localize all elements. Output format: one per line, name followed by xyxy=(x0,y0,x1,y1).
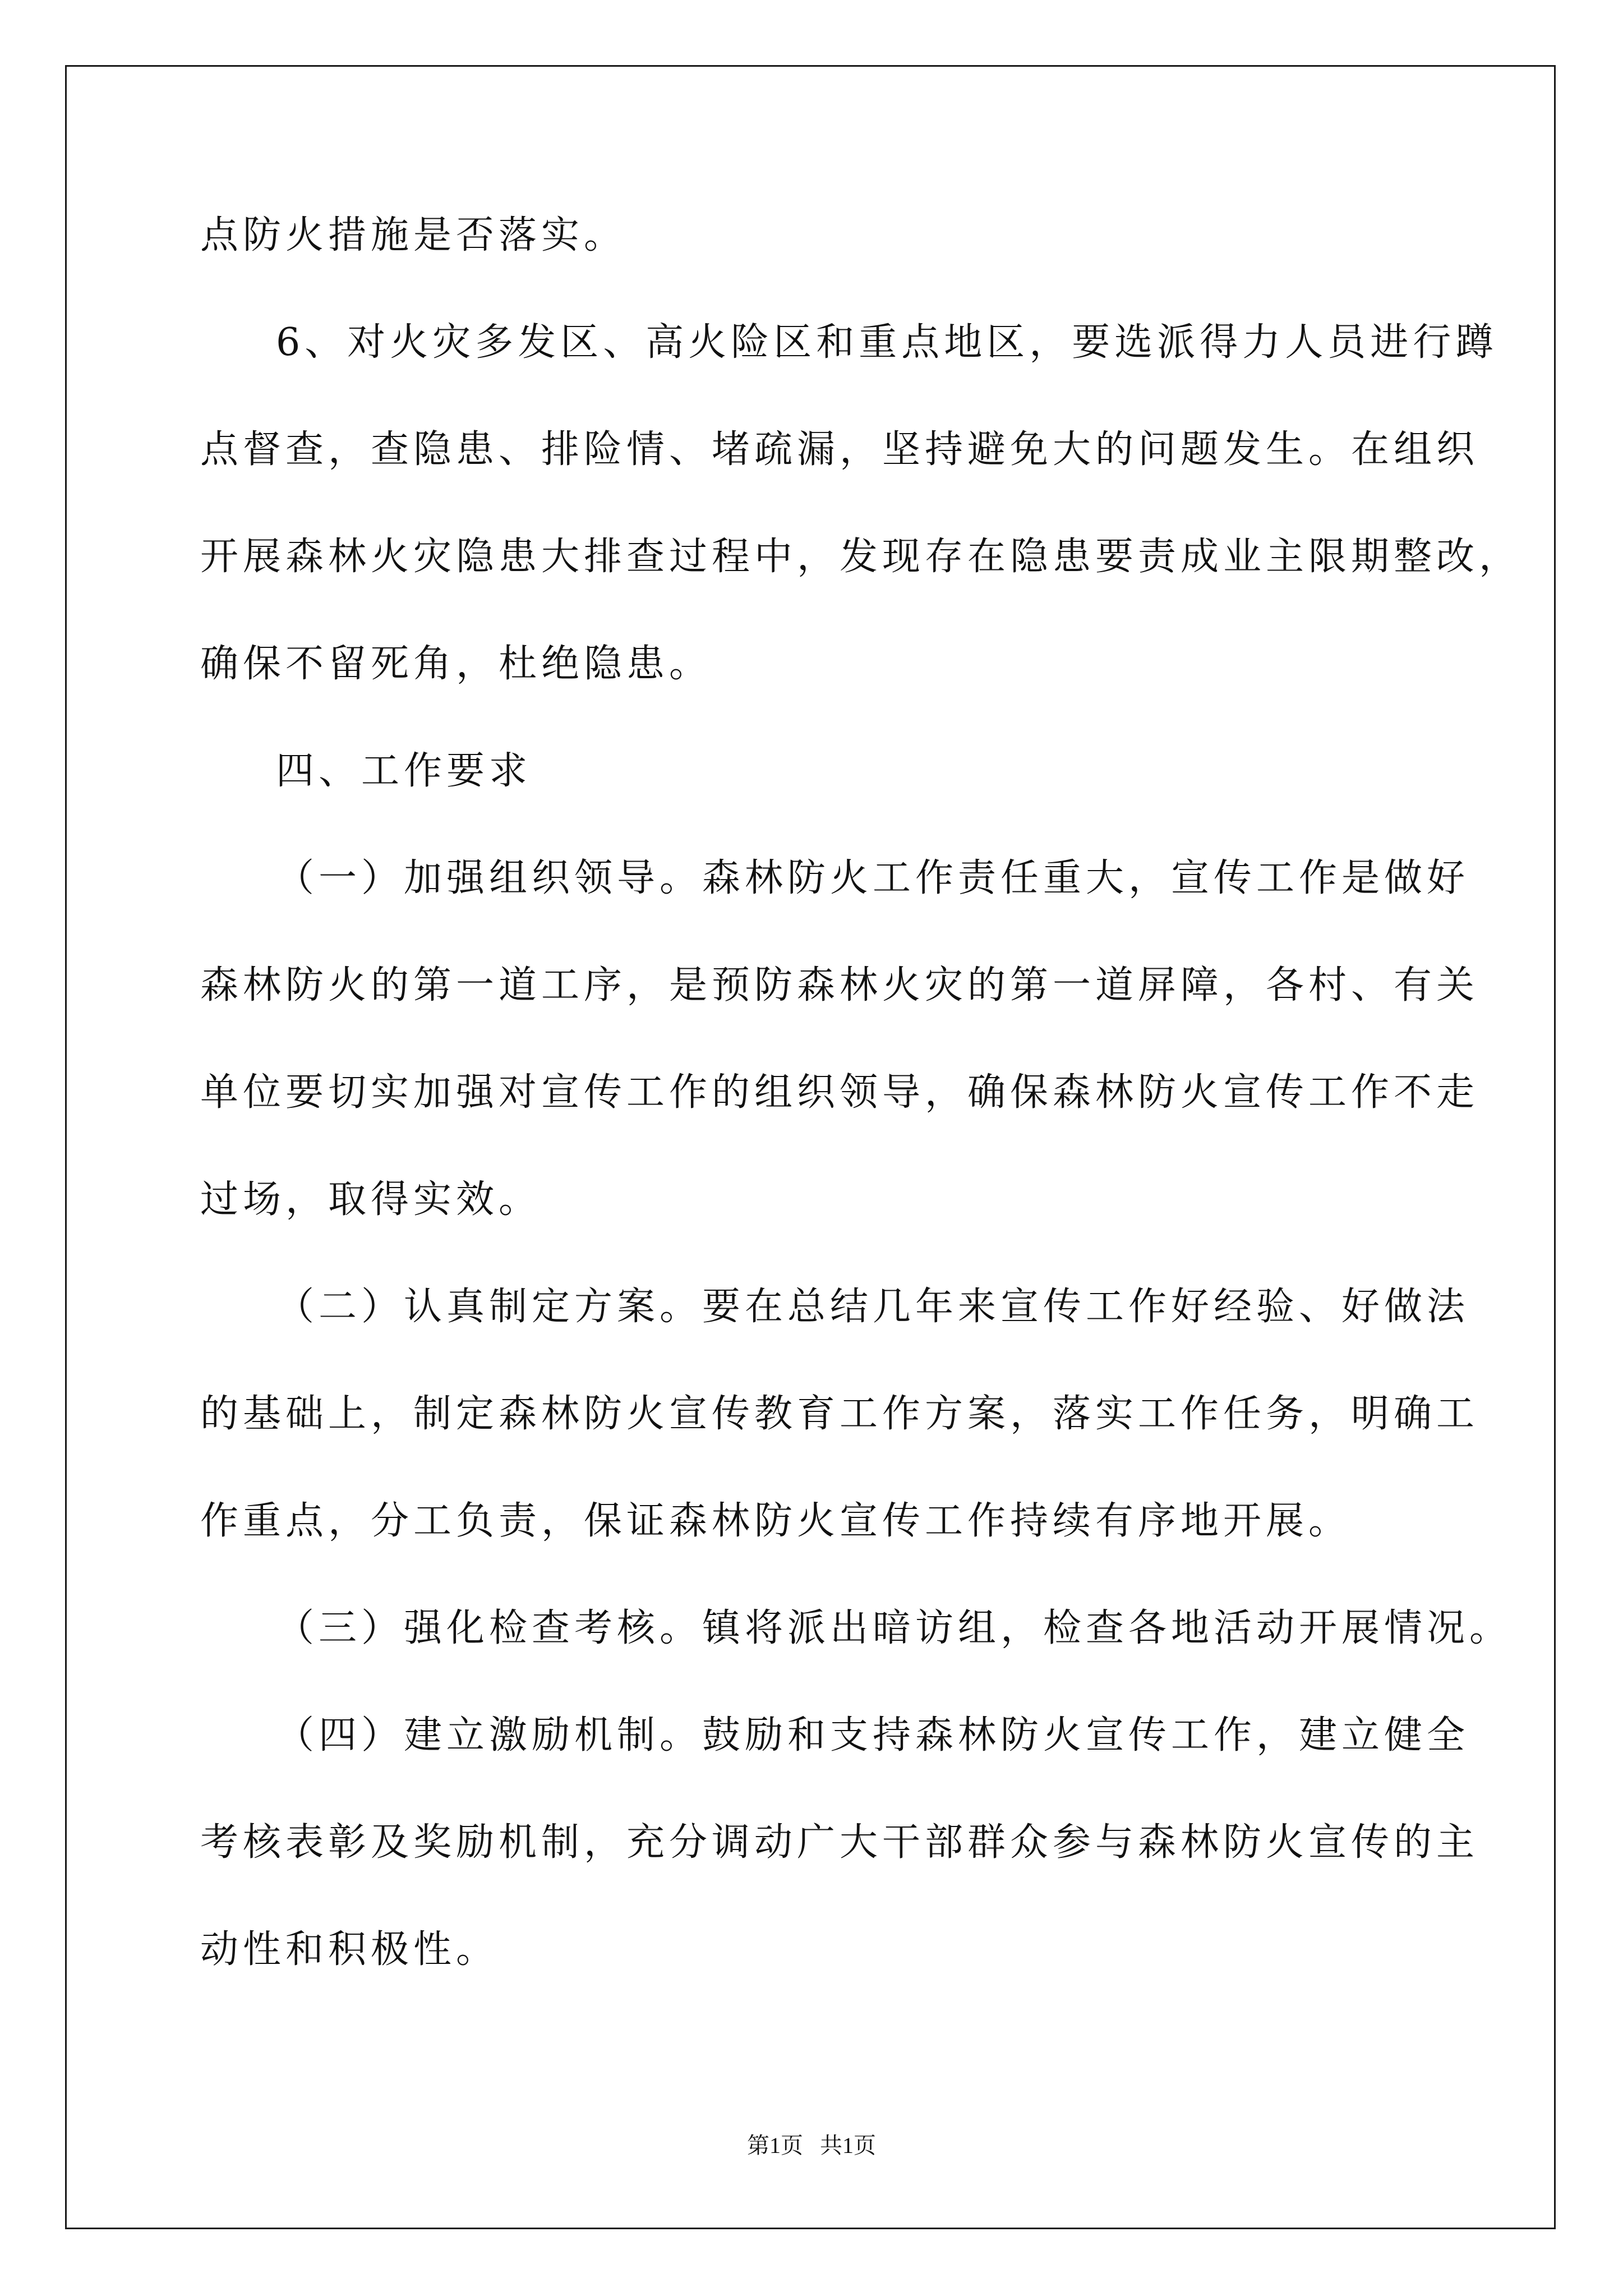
body-line: 点防火措施是否落实。 xyxy=(200,213,627,257)
body-line: 过场，取得实效。 xyxy=(200,1177,542,1222)
body-line: 确保不留死角，杜绝隐患。 xyxy=(200,642,712,686)
body-line: 作重点，分工负责，保证森林防火宣传工作持续有序地开展。 xyxy=(200,1499,1352,1543)
body-line: （二）认真制定方案。要在总结几年来宣传工作好经验、好做法 xyxy=(276,1285,1470,1329)
body-line: （四）建立激励机制。鼓励和支持森林防火宣传工作，建立健全 xyxy=(276,1713,1470,1757)
page-footer: 第1页 共1页 xyxy=(747,2133,876,2158)
page-border xyxy=(65,65,1556,2229)
body-line: （一）加强组织领导。森林防火工作责任重大，宣传工作是做好 xyxy=(276,856,1470,900)
body-line: 单位要切实加强对宣传工作的组织领导，确保森林防火宣传工作不走 xyxy=(200,1070,1479,1115)
body-line: 开展森林火灾隐患大排查过程中，发现存在隐患要责成业主限期整改， xyxy=(200,535,1522,579)
body-line: （三）强化检查考核。镇将派出暗访组，检查各地活动开展情况。 xyxy=(276,1606,1513,1650)
section-heading: 四、工作要求 xyxy=(276,749,532,793)
body-line: 点督查，查隐患、排险情、堵疏漏，坚持避免大的问题发生。在组织 xyxy=(200,427,1479,472)
body-line: 6、对火灾多发区、高火险区和重点地区，要选派得力人员进行蹲 xyxy=(276,320,1498,365)
body-line: 的基础上，制定森林防火宣传教育工作方案，落实工作任务，明确工 xyxy=(200,1392,1479,1436)
body-line: 考核表彰及奖励机制，充分调动广大干部群众参与森林防火宣传的主 xyxy=(200,1820,1479,1865)
body-line: 森林防火的第一道工序，是预防森林火灾的第一道屏障，各村、有关 xyxy=(200,963,1479,1007)
body-line: 动性和积极性。 xyxy=(200,1927,499,1972)
